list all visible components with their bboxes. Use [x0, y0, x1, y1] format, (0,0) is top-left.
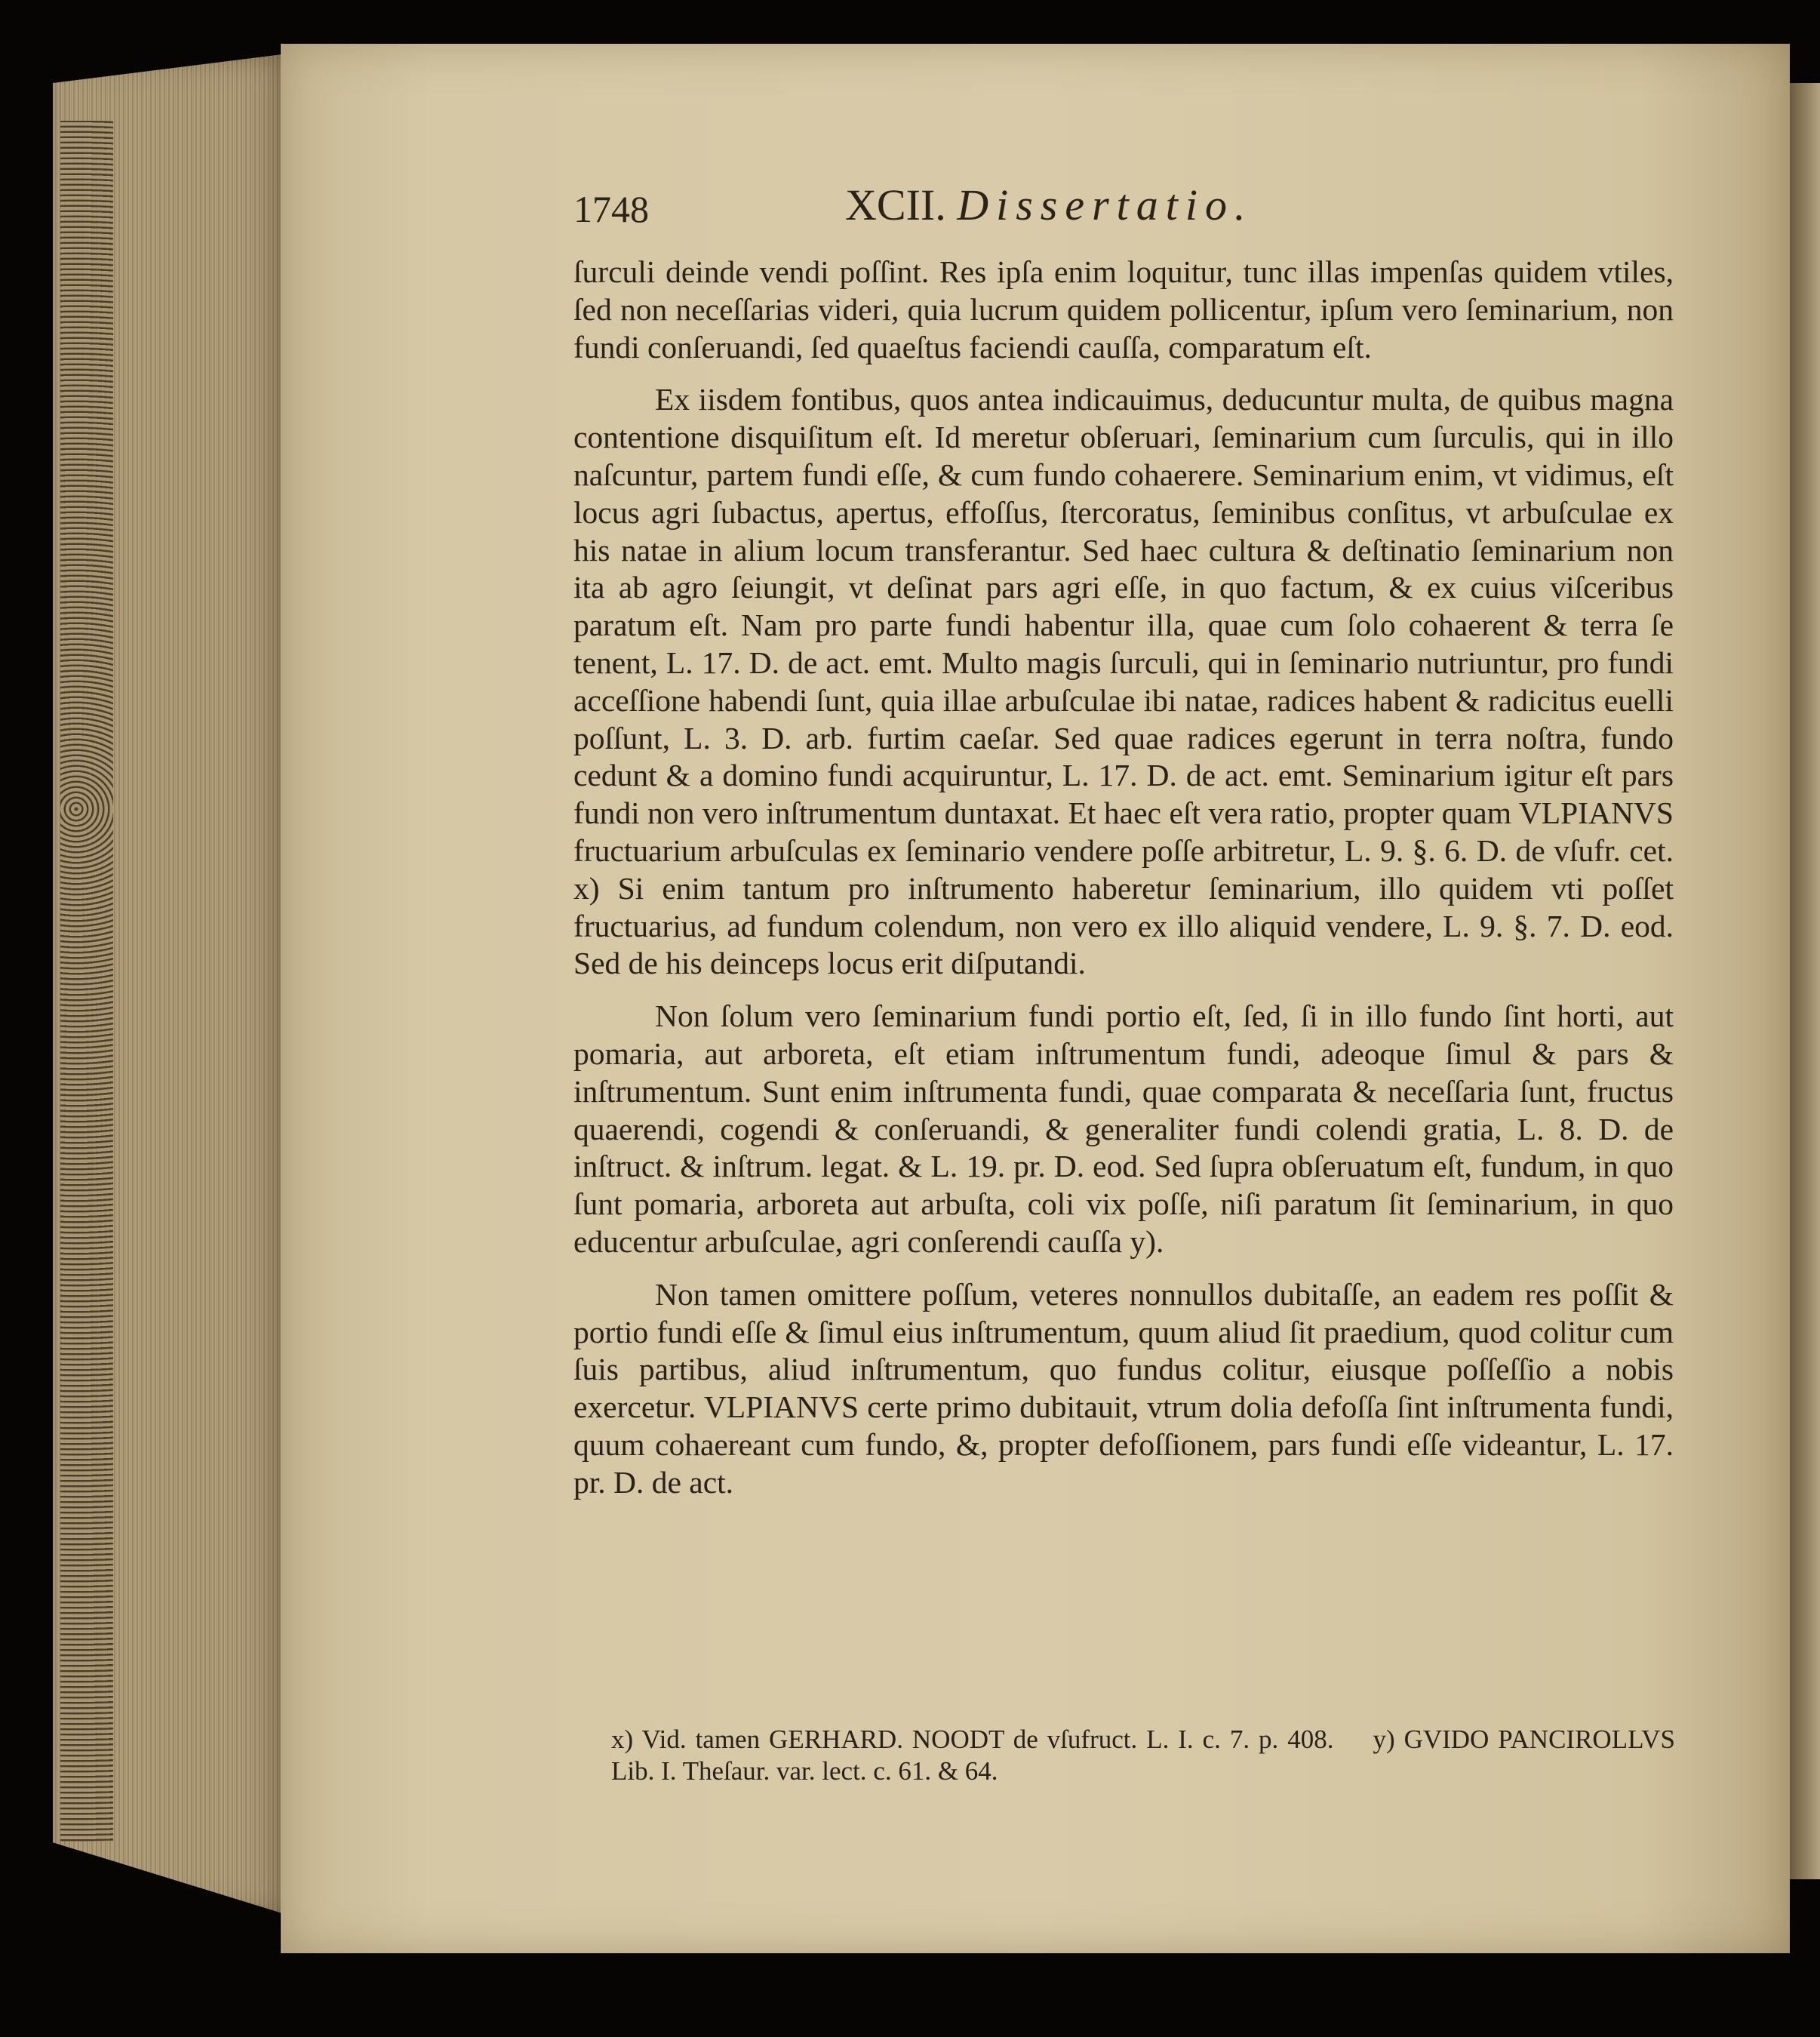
paragraph: Non tamen omittere poſſum, veteres nonnullos dubitaſſe, an eadem res poſſit & portio fundi eſſe & ſimul eius inſtrumentum, quum aliud ſit praedium, quod colitur cum ſuis partibus, aliud inſtrumentum, quo fundus colitur, eiusque poſſeſſio a nobis exercetur. VLPIANVS certe primo dubitauit, vtrum dolia defoſſa ſint inſtrumenta fundi, quum cohaereant cum fundo, &, propter defoſſionem, pars fundi eſſe videantur, L. 17. pr. D. de act.: [573, 1276, 1674, 1500]
footnote-x: x) Vid. tamen GERHARD. NOODT de vſufruct. L. I. c. 7. p. 408.: [611, 1725, 1334, 1754]
speckled-edge: [60, 121, 113, 1842]
running-head-title: Dissertatio.: [957, 180, 1253, 229]
paragraph: Non ſolum vero ſeminarium fundi portio eſt, ſed, ſi in illo fundo ſint horti, aut pomaria, aut arboreta, eſt etiam inſtrumentum fundi, adeoque ſimul & pars & inſtrumentum. Sunt enim inſtrumenta fundi, quae comparata & neceſſaria ſunt, fructus quaerendi, cogendi & conſeruandi, & generaliter fundi colendi gratia, L. 8. D. de inſtruct. & inſtrum. legat. & L. 19. pr. D. eod. Sed ſupra obſeruatum eſt, fundum, in quo ſunt pomaria, arboreta aut arbuſta, coli vix poſſe, niſi paratum ſit ſeminarium, in quo educentur arbuſculae, agri conſerendi cauſſa y).: [573, 998, 1674, 1259]
footnotes: [611, 1724, 1675, 1787]
footnote-y: y) GVIDO PANCIROLLVS Lib. I. Theſaur. var. lect. c. 61. & 64.: [611, 1725, 1675, 1786]
paragraph: ſurculi deinde vendi poſſint. Res ipſa enim loquitur, tunc illas impenſas quidem vtiles, ſed non neceſſarias videri, quia lucrum quidem pollicentur, ipſum vero ſeminarium, non fundi conſeruandi, ſed quaeſtus faciendi cauſſa, comparatum eſt.: [573, 254, 1674, 365]
paragraph: Ex iisdem fontibus, quos antea indicauimus, deducuntur multa, de quibus magna contentione disquiſitum eſt. Id meretur obſeruari, ſeminarium cum ſurculis, qui in illo naſcuntur, partem fundi eſſe, & cum fundo cohaerere. Seminarium enim, vt vidimus, eſt locus agri ſubactus, apertus, effoſſus, ſtercoratus, ſeminibus conſitus, vt arbuſculae ex his natae in alium locum transferantur. Sed haec cultura & deſtinatio ſeminarium non ita ab agro ſeiungit, vt deſinat pars agri eſſe, in quo factum, & ex cuius viſceribus paratum eſt. Nam pro parte fundi habentur illa, quae cum ſolo cohaerent & terra ſe tenent, L. 17. D. de act. emt. Multo magis ſurculi, qui in ſeminario nutriuntur, pro fundi acceſſione habendi ſunt, quia illae arbuſculae ibi natae, radices habent & radicitus euelli poſſunt, L. 3. D. arb. furtim caeſar. Sed quae radices egerunt in terra noſtra, fundo cedunt & a domino fundi acquiruntur, L. 17. D. de act. emt. Seminarium igitur eſt pars fundi non vero inſtrumentum duntaxat. Et haec eſt vera ratio, propter quam VLPIANVS fructuarium arbuſculas ex ſeminario vendere poſſe arbitretur, L. 9. §. 6. D. de vſufr. cet. x) Si enim tantum pro inſtrumento haberetur ſeminarium, illo quidem vti poſſet fructuarius, ad fundum colendum, non vero ex illo aliquid vendere, L. 9. §. 7. D. eod. Sed de his deinceps locus erit diſputandi.: [573, 382, 1674, 981]
running-head-roman: XCII.: [845, 180, 946, 229]
facing-page-edge: [1790, 83, 1820, 1879]
page-header: [573, 180, 1630, 240]
body-text: [573, 254, 1674, 1517]
page-number: 1748: [573, 188, 649, 230]
running-head: [845, 180, 1253, 230]
